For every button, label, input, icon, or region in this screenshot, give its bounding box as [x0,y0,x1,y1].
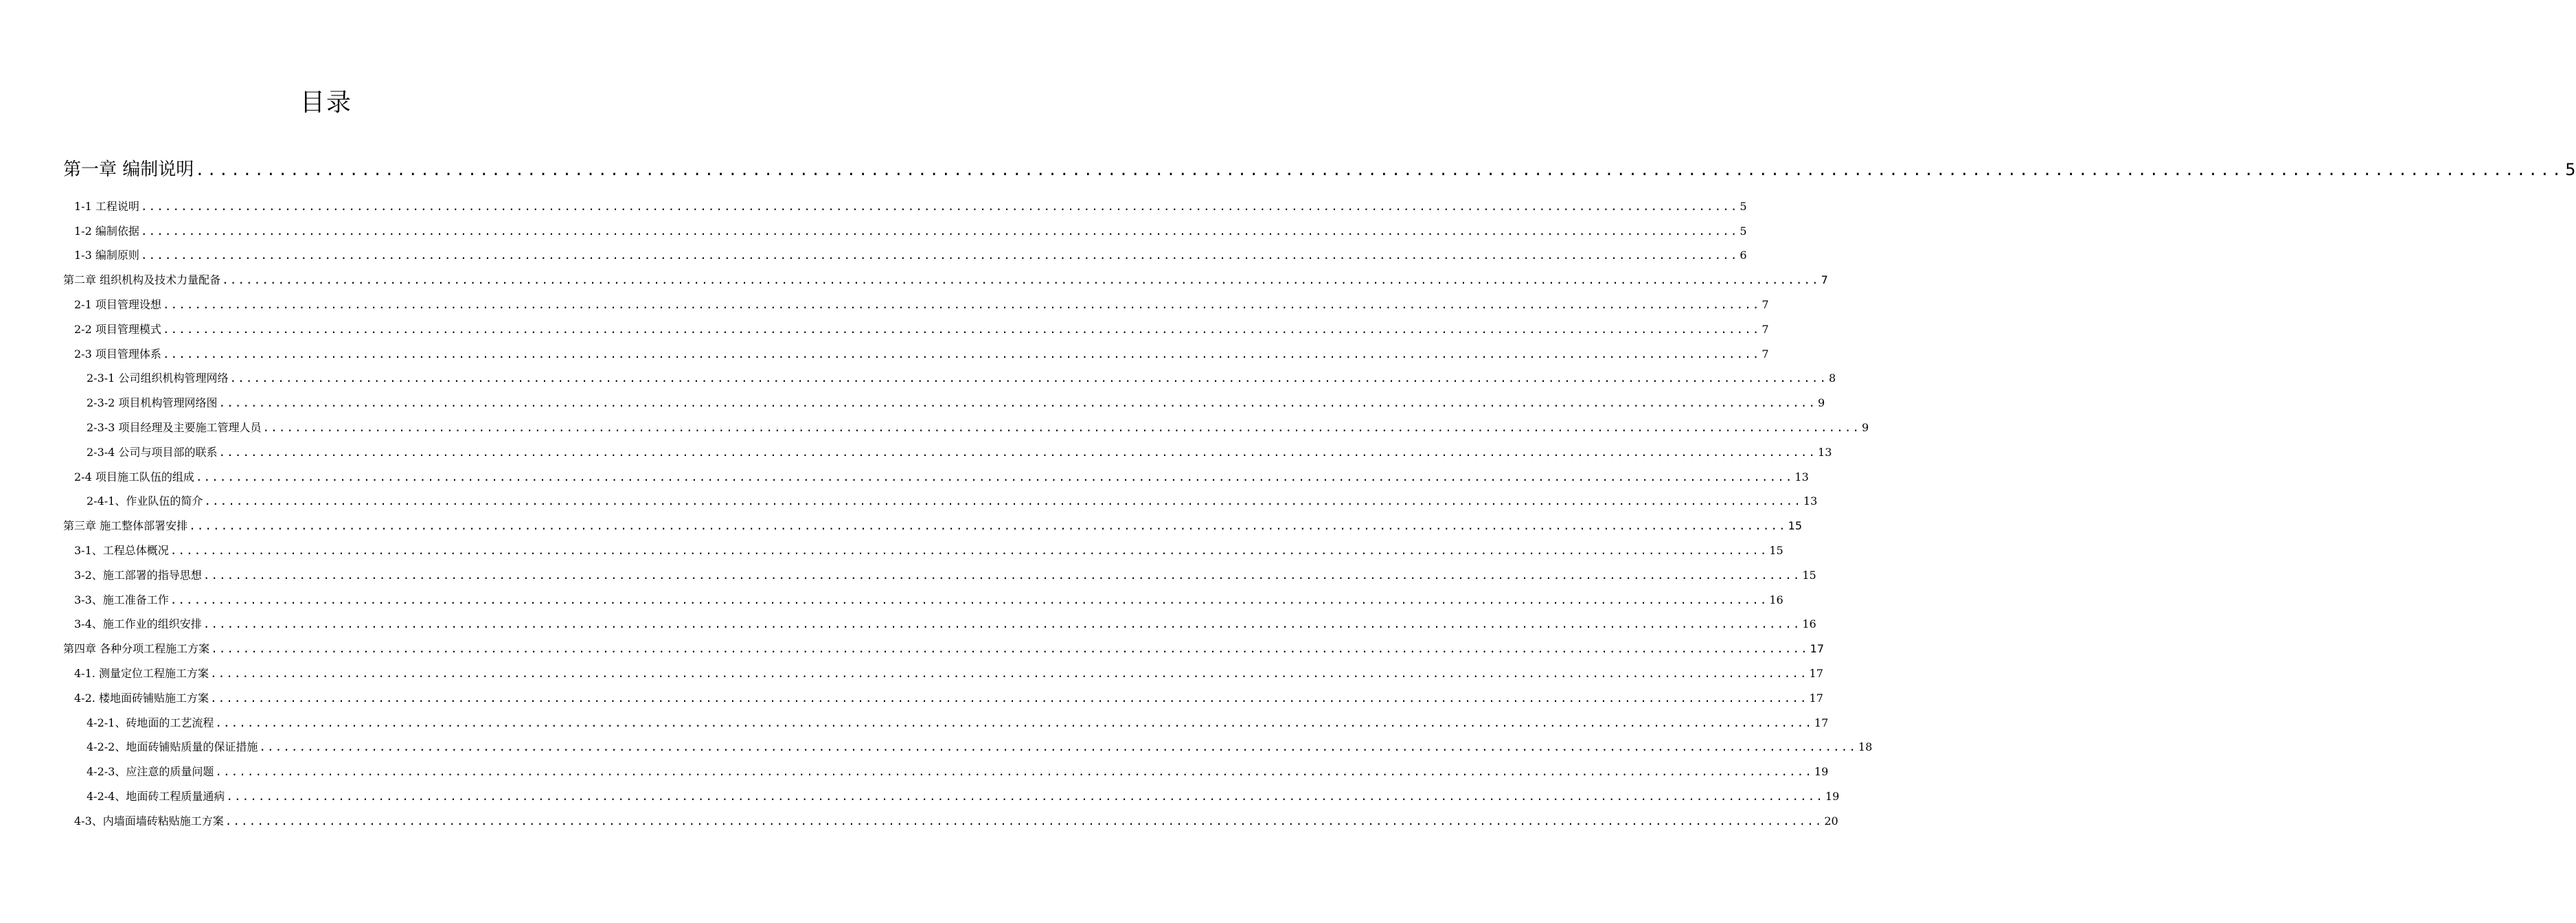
toc-page-number: 9 [1818,396,1825,410]
toc-page-number: 15 [1769,543,1783,557]
toc-entry[interactable] [63,218,1747,243]
toc-dot-leader: ........................................................................................................................................................................................................ [195,162,2564,179]
toc-entry-line [63,765,1829,784]
toc-entry[interactable] [63,390,1825,415]
toc-entry-title: 1-2 编制依据 [74,224,139,238]
toc-entry-line [63,494,1818,513]
toc-entry-line [63,322,1769,341]
toc-dot-leader: ........................................................................................................................................................................................................ [215,765,1813,779]
toc-dot-leader: ........................................................................................................................................................................................................ [259,740,1857,754]
toc-entry-line [63,470,1809,489]
toc-dot-leader: ........................................................................................................................................................................................................ [218,445,1817,459]
toc-entry[interactable] [63,735,1873,760]
toc-dot-leader: ........................................................................................................................................................................................................ [140,199,1739,213]
toc-dot-leader: ........................................................................................................................................................................................................ [170,593,1768,606]
page-title: 目录 [299,89,352,117]
toc-dot-leader: ........................................................................................................................................................................................................ [209,691,1808,705]
toc-entry-title: 2-3-1 公司组织机构管理网络 [87,372,229,385]
toc-dot-leader: ........................................................................................................................................................................................................ [162,297,1761,311]
toc-dot-leader: ........................................................................................................................................................................................................ [170,543,1768,557]
toc-entry-line [63,159,2576,187]
toc-entry-line [63,519,1803,538]
toc-entry-title: 4-2. 楼地面砖铺贴施工方案 [74,691,209,705]
toc-entry[interactable] [63,759,1829,784]
toc-dot-leader: ........................................................................................................................................................................................................ [229,372,1828,385]
toc-entry-line [63,789,1840,808]
toc-entry[interactable] [63,341,1769,366]
toc-entry[interactable] [63,155,2576,187]
toc-dot-leader: ........................................................................................................................................................................................................ [140,224,1739,238]
toc-entry-line [63,347,1769,366]
toc-entry-line [63,593,1783,612]
toc-entry[interactable] [63,538,1783,562]
toc-entry-title: 2-2 项目管理模式 [74,322,161,336]
toc-entry-title: 1-3 编制原则 [74,249,139,262]
toc-dot-leader: ........................................................................................................................................................................................................ [215,716,1813,729]
toc-page-number: 19 [1825,789,1840,803]
toc-page-number: 17 [1814,716,1829,729]
toc-entry[interactable] [63,513,1803,538]
toc-entry[interactable] [63,194,1747,218]
toc-entry-title: 3-2、施工部署的指导思想 [74,568,202,582]
toc-dot-leader: ........................................................................................................................................................................................................ [222,273,1820,287]
toc-entry-title: 第四章 各种分项工程施工方案 [63,642,210,656]
toc-entry-title: 第二章 组织机构及技术力量配备 [63,273,221,287]
toc-entry-line [63,543,1783,562]
toc-entry[interactable] [63,612,1816,637]
toc-dot-leader: ........................................................................................................................................................................................................ [218,396,1817,410]
toc-dot-leader: ........................................................................................................................................................................................................ [189,519,1787,533]
toc-dot-leader: ........................................................................................................................................................................................................ [262,420,1861,434]
toc-entry[interactable] [63,415,1869,440]
toc-page-number: 15 [1788,519,1803,533]
toc-entry-title: 4-1. 测量定位工程施工方案 [74,666,209,680]
toc-entry[interactable] [63,366,1836,391]
toc-entry-line [63,372,1836,390]
toc-dot-leader: ........................................................................................................................................................................................................ [211,642,1809,656]
toc-entry-title: 2-3-4 公司与项目部的联系 [87,445,218,459]
toc-entry-line [63,199,1747,218]
toc-entry-line [63,617,1816,636]
toc-entry-title: 2-3 项目管理体系 [74,347,161,361]
toc-page-number: 16 [1802,617,1816,631]
toc-entry-line [63,273,1828,292]
toc-entry-title: 3-1、工程总体概况 [74,543,169,557]
toc-page-number: 7 [1762,322,1769,336]
toc-page-number: 7 [1762,297,1769,311]
toc-entry-title: 4-2-4、地面砖工程质量通病 [87,789,225,803]
toc-entry[interactable] [63,685,1823,710]
toc-entry-line [63,297,1769,317]
toc-page-number: 5 [1740,199,1747,213]
toc-entry-title: 4-3、内墙面墙砖粘贴施工方案 [74,814,224,828]
toc-entry-title: 4-2-1、砖地面的工艺流程 [87,716,214,729]
toc-entry-title: 第三章 施工整体部署安排 [63,519,188,533]
toc-entry[interactable] [63,464,1809,489]
toc-page-number: 17 [1810,642,1825,656]
toc-entry[interactable] [63,243,1747,268]
toc-entry[interactable] [63,292,1769,317]
toc-page-number: 20 [1824,814,1838,828]
toc-dot-leader: ........................................................................................................................................................................................................ [209,666,1808,680]
table-of-contents [63,155,2576,833]
toc-page-number: 7 [1762,347,1769,361]
toc-entry[interactable] [63,267,1828,292]
toc-page-number: 13 [1818,445,1832,459]
toc-entry-line [63,814,1838,833]
toc-page-number: 17 [1809,666,1823,680]
toc-page-number: 15 [1802,568,1816,582]
toc-dot-leader: ........................................................................................................................................................................................................ [203,568,1801,582]
toc-entry[interactable] [63,808,1838,833]
toc-entry-line [63,642,1825,661]
toc-entry[interactable] [63,587,1783,612]
toc-page-number: 17 [1809,691,1823,705]
toc-entry[interactable] [63,317,1769,341]
toc-entry-title: 3-4、施工作业的组织安排 [74,617,202,631]
toc-entry-title: 1-1 工程说明 [74,199,139,213]
toc-dot-leader: ........................................................................................................................................................................................................ [226,789,1824,803]
toc-entry-line [63,396,1825,415]
toc-page-number: 6 [1740,249,1747,262]
toc-entry-line [63,666,1823,685]
toc-page-number: 16 [1769,593,1783,606]
toc-page-number: 5 [2565,160,2576,179]
toc-dot-leader: ........................................................................................................................................................................................................ [203,617,1801,631]
toc-entry-title: 2-4 项目施工队伍的组成 [74,470,194,483]
toc-entry-title: 4-2-2、地面砖铺贴质量的保证措施 [87,740,258,754]
toc-dot-leader: ........................................................................................................................................................................................................ [225,814,1823,828]
toc-entry-title: 2-4-1、作业队伍的简介 [87,494,203,508]
toc-entry[interactable] [63,562,1816,587]
toc-page-number: 5 [1740,224,1747,238]
toc-entry[interactable] [63,661,1823,685]
toc-entry[interactable] [63,489,1818,514]
toc-page-number: 7 [1821,273,1828,287]
toc-entry[interactable] [63,636,1825,661]
toc-entry-title: 2-3-2 项目机构管理网络图 [87,396,218,410]
toc-entry-line [63,224,1747,243]
toc-entry-title: 2-3-3 项目经理及主要施工管理人员 [87,420,262,434]
toc-entry-line [63,445,1832,464]
toc-entry-title: 第一章 编制说明 [63,159,194,180]
toc-dot-leader: ........................................................................................................................................................................................................ [162,322,1761,336]
toc-entry-line [63,740,1873,759]
toc-entry-line [63,691,1823,710]
toc-entry-title: 4-2-3、应注意的质量问题 [87,765,214,779]
toc-entry-title: 3-3、施工准备工作 [74,593,169,606]
toc-entry[interactable] [63,440,1832,464]
toc-dot-leader: ........................................................................................................................................................................................................ [140,249,1739,262]
toc-entry-line [63,568,1816,587]
toc-page-number: 13 [1794,470,1809,483]
toc-entry[interactable] [63,710,1829,735]
toc-entry-line [63,249,1747,267]
toc-entry[interactable] [63,784,1840,808]
toc-page-number: 9 [1862,420,1869,434]
toc-page-number: 8 [1829,372,1836,385]
toc-dot-leader: ........................................................................................................................................................................................................ [204,494,1802,508]
toc-page-number: 18 [1858,740,1873,754]
toc-page-number: 19 [1814,765,1829,779]
toc-entry-title: 2-1 项目管理设想 [74,297,161,311]
toc-entry-line [63,716,1829,735]
toc-dot-leader: ........................................................................................................................................................................................................ [195,470,1794,483]
toc-entry-line [63,420,1869,440]
toc-page-number: 13 [1803,494,1818,508]
toc-dot-leader: ........................................................................................................................................................................................................ [162,347,1761,361]
